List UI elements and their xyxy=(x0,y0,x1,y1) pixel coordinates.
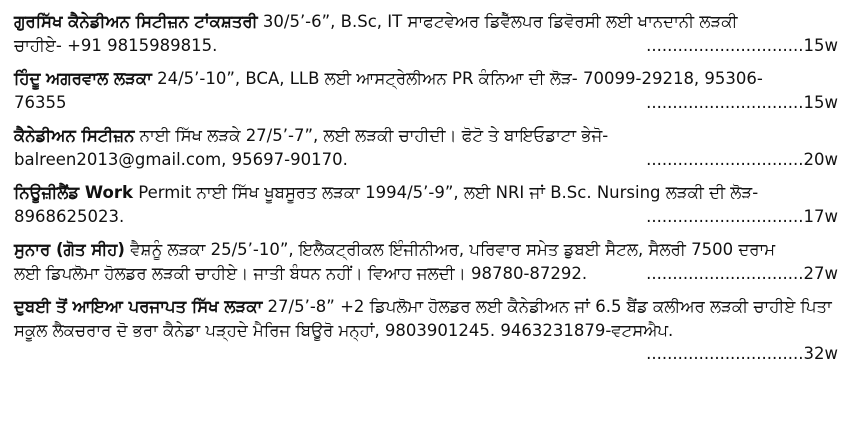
ad-body xyxy=(14,238,838,262)
dot-leader: .............................. xyxy=(646,207,804,226)
ad-contact: ਲਈ ਡਿਪਲੋਮਾ ਹੋਲਡਰ ਲੜਕੀ ਚਾਹੀਏ। ਜਾਤੀ ਬੰਧਨ ਨਹੀਂ। ਵਿਆਹ ਜਲਦੀ। 98780-87292. xyxy=(14,264,588,283)
ad-text: 30/5’-6”, B.Sc, IT ਸਾਫਟਵੇਅਰ ਡਿਵੈੱਲਪਰ ਡਿਵੋਰਸੀ ਲਈ ਖਾਨਦਾਨੀ ਲੜਕੀ xyxy=(257,12,738,31)
ad-headline: ਨਿਊਜ਼ੀਲੈਂਡ Work xyxy=(14,183,133,202)
ad-price xyxy=(14,343,838,365)
ad-body xyxy=(14,67,838,91)
ad-text: 24/5’-10”, BCA, LLB ਲਈ ਆਸਟ੍ਰੇਲੀਅਨ PR ਕੰਨਿਆ ਦੀ ਲੋੜ- 70099-29218, 95306- xyxy=(151,69,763,88)
classified-ad xyxy=(14,181,838,229)
classified-ad xyxy=(14,124,838,172)
ad-contact: 76355 xyxy=(14,93,67,112)
ad-headline: ਦੁਬਈ ਤੋਂ ਆਇਆ ਪਰਜਾਪਤ ਸਿੱਖ ਲੜਕਾ xyxy=(14,297,263,316)
dot-leader: .............................. xyxy=(646,344,804,363)
ad-contact: 8968625023. xyxy=(14,207,125,226)
classified-ad xyxy=(14,10,838,58)
ad-headline: ਗੁਰਸਿੱਖ ਕੈਨੇਡੀਅਨ ਸਿਟੀਜ਼ਨ ਟਾਂਕਸ਼ਤਰੀ xyxy=(14,12,258,31)
ad-body xyxy=(14,295,838,343)
dot-leader: .............................. xyxy=(646,93,804,112)
price-value: 15w xyxy=(803,36,838,55)
ad-footer xyxy=(14,205,838,229)
price-value: 32w xyxy=(803,344,838,363)
dot-leader: .............................. xyxy=(646,150,804,169)
ad-price xyxy=(646,91,838,115)
ad-footer xyxy=(14,91,838,115)
ad-text: ਨਾਈ ਸਿੱਖ ਲੜਕੇ 27/5’-7”, ਲਈ ਲੜਕੀ ਚਾਹੀਦੀ। ਫੋਟੋ ਤੇ ਬਾਇਓਡਾਟਾ ਭੇਜੋ- xyxy=(134,126,609,145)
price-value: 17w xyxy=(803,207,838,226)
classified-ad xyxy=(14,67,838,115)
dot-leader: .............................. xyxy=(646,264,804,283)
ad-text: ਵੈਸ਼ਨੂੰ ਲੜਕਾ 25/5’-10”, ਇਲੈਕਟ੍ਰੀਕਲ ਇੰਜੀਨੀਅਰ, ਪਰਿਵਾਰ ਸਮੇਤ ਡੁਬਈ ਸੈਟਲ, ਸੈਲਰੀ 7500 ਦਰਾਮ xyxy=(124,240,776,259)
ad-body xyxy=(14,10,838,34)
ad-headline: ਹਿੰਦੂ ਅਗਰਵਾਲ ਲੜਕਾ xyxy=(14,69,152,88)
price-value: 20w xyxy=(803,150,838,169)
price-value: 15w xyxy=(803,93,838,112)
ad-price xyxy=(646,34,838,58)
ad-body xyxy=(14,124,838,148)
classified-ad xyxy=(14,238,838,286)
ad-price xyxy=(646,262,838,286)
ad-footer xyxy=(14,148,838,172)
dot-leader: .............................. xyxy=(646,36,804,55)
ad-footer xyxy=(14,34,838,58)
ad-footer xyxy=(14,262,838,286)
price-value: 27w xyxy=(803,264,838,283)
ad-price xyxy=(646,205,838,229)
ad-body xyxy=(14,181,838,205)
ad-contact: balreen2013@gmail.com, 95697-90170. xyxy=(14,150,348,169)
ad-price xyxy=(646,148,838,172)
ad-text: Permit ਨਾਈ ਸਿੱਖ ਖੂਬਸੂਰਤ ਲੜਕਾ 1994/5’-9”, ਲਈ NRI ਜਾਂ B.Sc. Nursing ਲੜਕੀ ਦੀ ਲੋੜ- xyxy=(132,183,759,202)
ad-contact: ਚਾਹੀਏ- +91 9815989815. xyxy=(14,36,218,55)
ad-headline: ਸੁਨਾਰ (ਗੋਤ ਸੀਹ) xyxy=(14,240,125,259)
ad-headline: ਕੈਨੇਡੀਅਨ ਸਿਟੀਜ਼ਨ xyxy=(14,126,135,145)
ad-text: 27/5’-8” +2 ਡਿਪਲੋਮਾ ਹੋਲਡਰ ਲਈ ਕੈਨੇਡੀਅਨ ਜਾਂ 6.5 ਬੈਂਡ ਕਲੀਅਰ ਲੜਕੀ ਚਾਹੀਏ ਪਿਤਾ ਸਕੂਲ ਲੈਕਚਰਾਰ ਦੋ ਭਰਾ ਕੈਨੇਡਾ ਪੜ੍ਹਦੇ ਮੈਰਿਜ ਬਿਊਰੋ ਮਨ੍ਹਾਂ, 9803901245. 9463231879-ਵਟਸਐਪ. xyxy=(14,297,832,340)
classified-ad xyxy=(14,295,838,365)
